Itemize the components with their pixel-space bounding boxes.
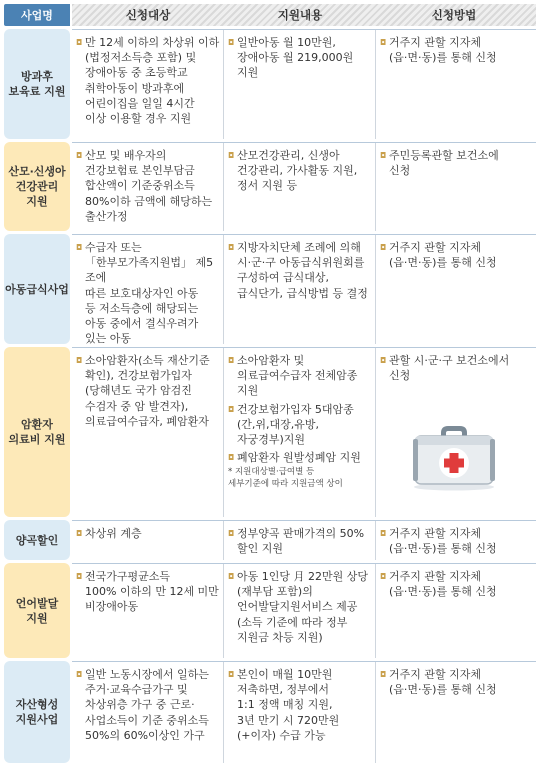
row-label: 방과후 보육료 지원 (4, 29, 70, 139)
header-stripes (72, 4, 536, 26)
support-cell: ◘ 아동 1인당 月 22만원 상당 (재부담 포함)의 언어발달지원서비스 제공 (소득 기준에 따라 정부 지원금 차등 지원) (224, 564, 376, 658)
bullet-square-icon: ◘ (380, 356, 387, 365)
eligibility-cell: ◘ 전국가구평균소득 100% 이하의 만 12세 미만 비장애아동 (72, 564, 224, 658)
bullet-square-icon: ◘ (76, 529, 83, 538)
table-row (4, 234, 536, 344)
first-aid-kit-icon (411, 423, 497, 491)
bullet-square-icon: ◘ (76, 38, 83, 47)
header-application: 신청방법 (431, 8, 477, 22)
eligibility-cell: ◘ 산모 및 배우자의 건강보험료 본인부담금 합산액이 기준중위소득 80%이하 금액에 해당하는 출산가정 (72, 143, 224, 231)
table-row (4, 563, 536, 658)
application-cell: ◘ 관할 시·군·구 보건소에서 신청 (376, 348, 532, 517)
bullet-square-icon: ◘ (380, 38, 387, 47)
bullet-square-icon: ◘ (228, 670, 235, 679)
support-cell: ◘ 일반아동 월 10만원, 장애아동 월 219,000원 지원 (224, 30, 376, 139)
table-row (4, 142, 536, 231)
bullet-square-icon: ◘ (76, 572, 83, 581)
bullet-square-icon: ◘ (228, 529, 235, 538)
eligibility-cell: ◘ 만 12세 이하의 차상위 이하 (법정저소득층 포함) 및 장애아동 중 초등학교 취학아동이 방과후에 어린이집을 일일 4시간 이상 이용할 경우 지원 (72, 30, 224, 139)
support-table (4, 4, 536, 742)
support-cell: ◘ 소아암환자 및 의료급여수급자 전체암종 지원 ◘ 건강보험가입자 5대암종 (간,위,대장,유방, 자궁경부)지원 ◘ 폐암환자 원발성폐암 지원 * 지원대상별·급여별 등 세부기준에 따라 지원금액 상이 (224, 348, 376, 517)
application-cell: ◘ 거주지 관할 지자체 (읍·면·동)를 통해 신청 (380, 668, 497, 697)
table-row (4, 520, 536, 560)
row-label: 양곡할인 (4, 520, 70, 560)
bullet-square-icon: ◘ (76, 356, 83, 365)
bullet-square-icon: ◘ (76, 670, 83, 679)
bullet-square-icon: ◘ (228, 151, 235, 160)
table-row (4, 661, 536, 763)
header-project-name: 사업명 (4, 4, 70, 26)
application-cell: ◘ 주민등록관할 보건소에 신청 (380, 149, 499, 178)
support-cell: ◘ 정부양곡 판매가격의 50% 할인 지원 (224, 521, 376, 560)
bullet-square-icon: ◘ (76, 151, 83, 160)
bullet-square-icon: ◘ (380, 151, 387, 160)
bullet-square-icon: ◘ (380, 572, 387, 581)
bullet-square-icon: ◘ (228, 572, 235, 581)
bullet-square-icon: ◘ (228, 356, 235, 365)
bullet-square-icon: ◘ (380, 670, 387, 679)
table-row (4, 347, 536, 517)
application-cell: ◘ 거주지 관할 지자체 (읍·면·동)를 통해 신청 (380, 570, 497, 599)
eligibility-cell: ◘ 차상위 계층 (72, 521, 224, 560)
application-cell: ◘ 거주지 관할 지자체 (읍·면·동)를 통해 신청 (380, 241, 497, 270)
support-cell: ◘ 지방자치단체 조례에 의해 시·군·구 아동급식위원회를 구성하여 급식대상, 급식단가, 급식방법 등 결정 (224, 235, 376, 344)
row-label: 아동급식사업 (4, 234, 70, 344)
bullet-square-icon: ◘ (76, 243, 83, 252)
row-label: 자산형성 지원사업 (4, 661, 70, 763)
application-cell: ◘ 거주지 관할 지자체 (읍·면·동)를 통해 신청 (380, 36, 497, 65)
eligibility-cell: ◘ 수급자 또는 「한부모가족지원법」 제5조에 따른 보호대상자인 아동 등 저소득층에 해당되는 아동 중에서 결식우려가 있는 아동 (72, 235, 224, 344)
support-cell: ◘ 본인이 매월 10만원 저축하면, 정부에서 1:1 정액 매칭 지원, 3년 만기 시 720만원 (+이자) 수급 가능 (224, 662, 376, 763)
header-support: 지원내용 (277, 8, 323, 22)
header-eligibility: 신청대상 (125, 8, 171, 22)
bullet-square-icon: ◘ (228, 38, 235, 47)
bullet-square-icon: ◘ (380, 529, 387, 538)
bullet-square-icon: ◘ (228, 404, 235, 414)
bullet-square-icon: ◘ (380, 243, 387, 252)
row-label: 산모·신생아 건강관리 지원 (4, 142, 70, 231)
table-row (4, 29, 536, 139)
bullet-square-icon: ◘ (228, 453, 235, 463)
table-header (4, 4, 536, 26)
row-label: 언어발달 지원 (4, 563, 70, 658)
application-cell: ◘ 거주지 관할 지자체 (읍·면·동)를 통해 신청 (380, 527, 497, 556)
bullet-square-icon: ◘ (228, 243, 235, 252)
support-cell: ◘ 산모건강관리, 신생아 건강관리, 가사활동 지원, 정서 지원 등 (224, 143, 376, 231)
eligibility-cell: ◘ 일반 노동시장에서 일하는 주거·교육수급가구 및 차상위층 가구 중 근로· 사업소득이 기준 중위소득 50%의 60%이상인 가구 (72, 662, 224, 763)
support-footnote: * 지원대상별·급여별 등 세부기준에 따라 지원금액 상이 (228, 467, 343, 490)
eligibility-cell: ◘ 소아암환자(소득 재산기준 확인), 건강보험가입자 (당해년도 국가 암검진 수검자 중 암 발견자), 의료급여수급자, 폐암환자 (72, 348, 224, 517)
row-label: 암환자 의료비 지원 (4, 347, 70, 517)
